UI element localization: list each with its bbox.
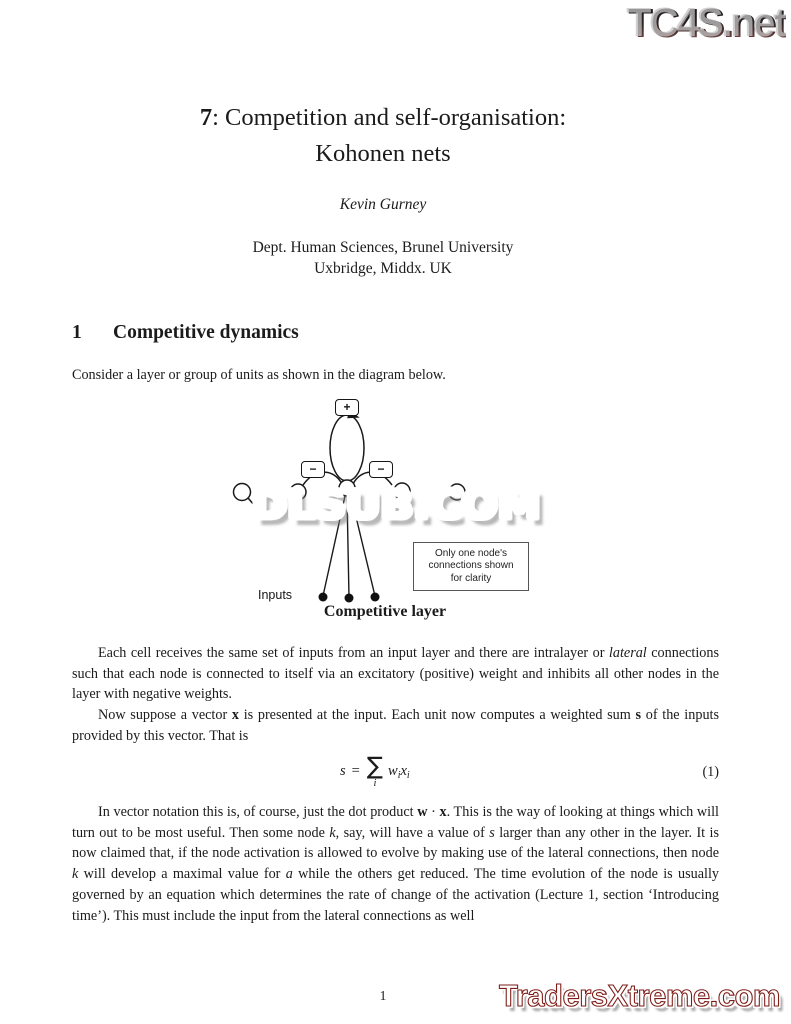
summation-symbol: ∑ i [366, 752, 384, 789]
inhibitory-minus-label-left: − [301, 461, 325, 478]
paragraph-3: In vector notation this is, of course, just the dot product w · x. This is the way of looking at things which will turn out to be most useful. Then some node k, say, will have a value of s larger than any other in the layer. It is now claimed that, if the node activation is allowed to evolve by making use of the lateral connections, then node k will develop a maximal value for a while the others get reduced. The time evolution of the node is usually governed by an equation which determines the rate of change of the activation (Lecture 1, section ‘Introducing time’). This must include the input from the lateral connections as well [72, 804, 719, 924]
intro-paragraph: Consider a layer or group of units as shown in the diagram below. [72, 367, 446, 383]
paragraph-2: Now suppose a vector x is presented at the input. Each unit now computes a weighted sum s of the inputs provided by this vector. That is [72, 707, 719, 744]
note-line-1: Only one node's [435, 547, 507, 559]
affiliation [0, 237, 766, 279]
excitatory-plus-label: + [335, 399, 359, 416]
author-name: Kevin Gurney [339, 196, 427, 213]
self-excitation-loop [330, 411, 364, 481]
equation-equals: = [351, 763, 360, 779]
title-line-2: Kohonen nets [315, 140, 451, 167]
body-block-1 [72, 643, 719, 747]
equation-1 [72, 752, 719, 798]
affiliation-line-2: Uxbridge, Middx. UK [314, 260, 452, 277]
equation-body [340, 754, 410, 789]
equation-term-x: $x_i$ [400, 762, 410, 781]
inputs-label: Inputs [258, 588, 293, 602]
page-number: 1 [379, 988, 387, 1003]
figure-caption: Competitive layer [323, 603, 447, 620]
equation-term-w: $w_i$ [388, 762, 401, 781]
dlsub-watermark-logo: DLSUB.COM [247, 484, 545, 527]
equation-number: (1) [702, 764, 719, 780]
section-heading [72, 322, 299, 344]
inhibitory-minus-label-right: − [369, 461, 393, 478]
body-block-2 [72, 802, 719, 926]
section-title: Competitive dynamics [113, 322, 299, 343]
section-number: 1 [72, 322, 82, 343]
figure-note-box [413, 542, 529, 591]
tradersxtreme-watermark-logo: TradersXtreme.com [499, 978, 780, 1013]
title-line-1: 7: Competition and self-organisation: [199, 104, 567, 131]
page-title [0, 100, 766, 172]
equation-lhs: s [340, 763, 346, 779]
note-line-2: connections shown [428, 560, 514, 572]
note-line-3: for clarity [450, 572, 492, 584]
affiliation-line-1: Dept. Human Sciences, Brunel University [252, 239, 514, 256]
tc4s-watermark-logo: TC4S.net [628, 0, 786, 46]
input-terminals [319, 593, 380, 603]
paragraph-1: Each cell receives the same set of inputs from an input layer and there are intralayer or lateral connections such that each node is connected to itself via an excitatory (positive) weight and inhibits all other nodes in the layer with negative weights. [72, 645, 720, 703]
